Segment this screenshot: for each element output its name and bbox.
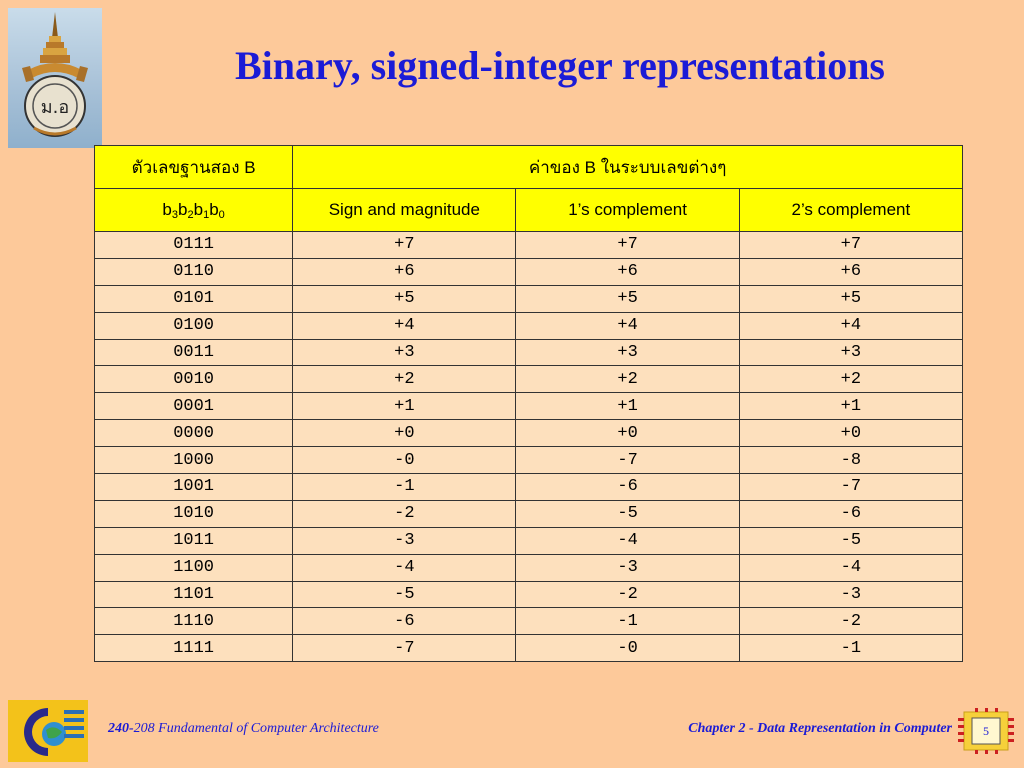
sign-magnitude-cell: +6 (293, 258, 516, 285)
twos-complement-cell: -5 (739, 527, 962, 554)
table-row (95, 393, 963, 420)
table-row (95, 232, 963, 259)
ones-complement-cell: +1 (516, 393, 739, 420)
course-title: 208 Fundamental of Computer Architecture (133, 721, 379, 736)
table-header-row (95, 146, 963, 189)
binary-cell: 1011 (95, 527, 293, 554)
ones-complement-cell: +2 (516, 366, 739, 393)
ones-complement-cell: -5 (516, 500, 739, 527)
binary-cell: 0110 (95, 258, 293, 285)
ones-complement-cell: +7 (516, 232, 739, 259)
twos-complement-cell: +1 (739, 393, 962, 420)
table-row (95, 258, 963, 285)
header-binary-b: ตัวเลขฐานสอง B (95, 146, 293, 189)
twos-complement-cell: +2 (739, 366, 962, 393)
ones-complement-cell: -1 (516, 608, 739, 635)
binary-cell: 1000 (95, 447, 293, 474)
sign-magnitude-cell: +1 (293, 393, 516, 420)
table-row (95, 527, 963, 554)
sign-magnitude-cell: +2 (293, 366, 516, 393)
ones-complement-cell: -4 (516, 527, 739, 554)
sign-magnitude-cell: -5 (293, 581, 516, 608)
twos-complement-cell: +5 (739, 285, 962, 312)
table-row (95, 447, 963, 474)
binary-cell: 0111 (95, 232, 293, 259)
binary-cell: 0001 (95, 393, 293, 420)
sign-magnitude-cell: +5 (293, 285, 516, 312)
table-row (95, 339, 963, 366)
twos-complement-cell: -8 (739, 447, 962, 474)
twos-complement-cell: +4 (739, 312, 962, 339)
header-ones-complement: 1’s complement (516, 189, 739, 232)
sign-magnitude-cell: -4 (293, 554, 516, 581)
ones-complement-cell: +4 (516, 312, 739, 339)
binary-cell: 0011 (95, 339, 293, 366)
sign-magnitude-cell: -0 (293, 447, 516, 474)
table-row (95, 554, 963, 581)
binary-cell: 1101 (95, 581, 293, 608)
page-number: 5 (983, 724, 989, 738)
sign-magnitude-cell: -1 (293, 474, 516, 501)
ones-complement-cell: +3 (516, 339, 739, 366)
table-row (95, 366, 963, 393)
header-twos-complement: 2’s complement (739, 189, 962, 232)
twos-complement-cell: -6 (739, 500, 962, 527)
footer-chapter: Chapter 2 - Data Representation in Computer (688, 721, 952, 736)
binary-cell: 0100 (95, 312, 293, 339)
binary-cell: 1100 (95, 554, 293, 581)
table-row (95, 474, 963, 501)
header-sign-magnitude: Sign and magnitude (293, 189, 516, 232)
sign-magnitude-cell: -2 (293, 500, 516, 527)
ones-complement-cell: -3 (516, 554, 739, 581)
course-number: 240- (108, 721, 134, 736)
sign-magnitude-cell: -3 (293, 527, 516, 554)
table-row (95, 500, 963, 527)
page-number-badge (958, 708, 1014, 754)
sign-magnitude-cell: -7 (293, 635, 516, 662)
ones-complement-cell: +0 (516, 420, 739, 447)
table-row (95, 635, 963, 662)
signed-integer-table (94, 145, 963, 662)
footer-course (108, 721, 379, 737)
twos-complement-cell: +3 (739, 339, 962, 366)
binary-cell: 1111 (95, 635, 293, 662)
twos-complement-cell: +0 (739, 420, 962, 447)
sign-magnitude-cell: +3 (293, 339, 516, 366)
twos-complement-cell: -7 (739, 474, 962, 501)
twos-complement-cell: -1 (739, 635, 962, 662)
table-row (95, 420, 963, 447)
sign-magnitude-cell: +4 (293, 312, 516, 339)
twos-complement-cell: +7 (739, 232, 962, 259)
ones-complement-cell: +5 (516, 285, 739, 312)
ones-complement-cell: -7 (516, 447, 739, 474)
twos-complement-cell: -2 (739, 608, 962, 635)
ones-complement-cell: +6 (516, 258, 739, 285)
binary-cell: 0010 (95, 366, 293, 393)
sign-magnitude-cell: +0 (293, 420, 516, 447)
slide-title: Binary, signed-integer representations (235, 43, 885, 88)
sign-magnitude-cell: +7 (293, 232, 516, 259)
binary-cell: 0101 (95, 285, 293, 312)
table-row (95, 608, 963, 635)
sign-magnitude-cell: -6 (293, 608, 516, 635)
ones-complement-cell: -2 (516, 581, 739, 608)
table-row (95, 312, 963, 339)
department-logo-icon (8, 700, 88, 762)
ones-complement-cell: -6 (516, 474, 739, 501)
ones-complement-cell: -0 (516, 635, 739, 662)
header-bit-labels: $b_3b_2b_1b_0$ (95, 189, 293, 232)
header-values-of-b: ค่าของ B ในระบบเลขต่างๆ (293, 146, 963, 189)
table-row (95, 581, 963, 608)
binary-cell: 1010 (95, 500, 293, 527)
university-crest-icon (8, 8, 102, 148)
table-subheader-row (95, 189, 963, 232)
table-row (95, 285, 963, 312)
twos-complement-cell: -3 (739, 581, 962, 608)
binary-cell: 1110 (95, 608, 293, 635)
svg-text:ม.อ: ม.อ (40, 97, 70, 118)
binary-cell: 0000 (95, 420, 293, 447)
twos-complement-cell: -4 (739, 554, 962, 581)
twos-complement-cell: +6 (739, 258, 962, 285)
binary-cell: 1001 (95, 474, 293, 501)
